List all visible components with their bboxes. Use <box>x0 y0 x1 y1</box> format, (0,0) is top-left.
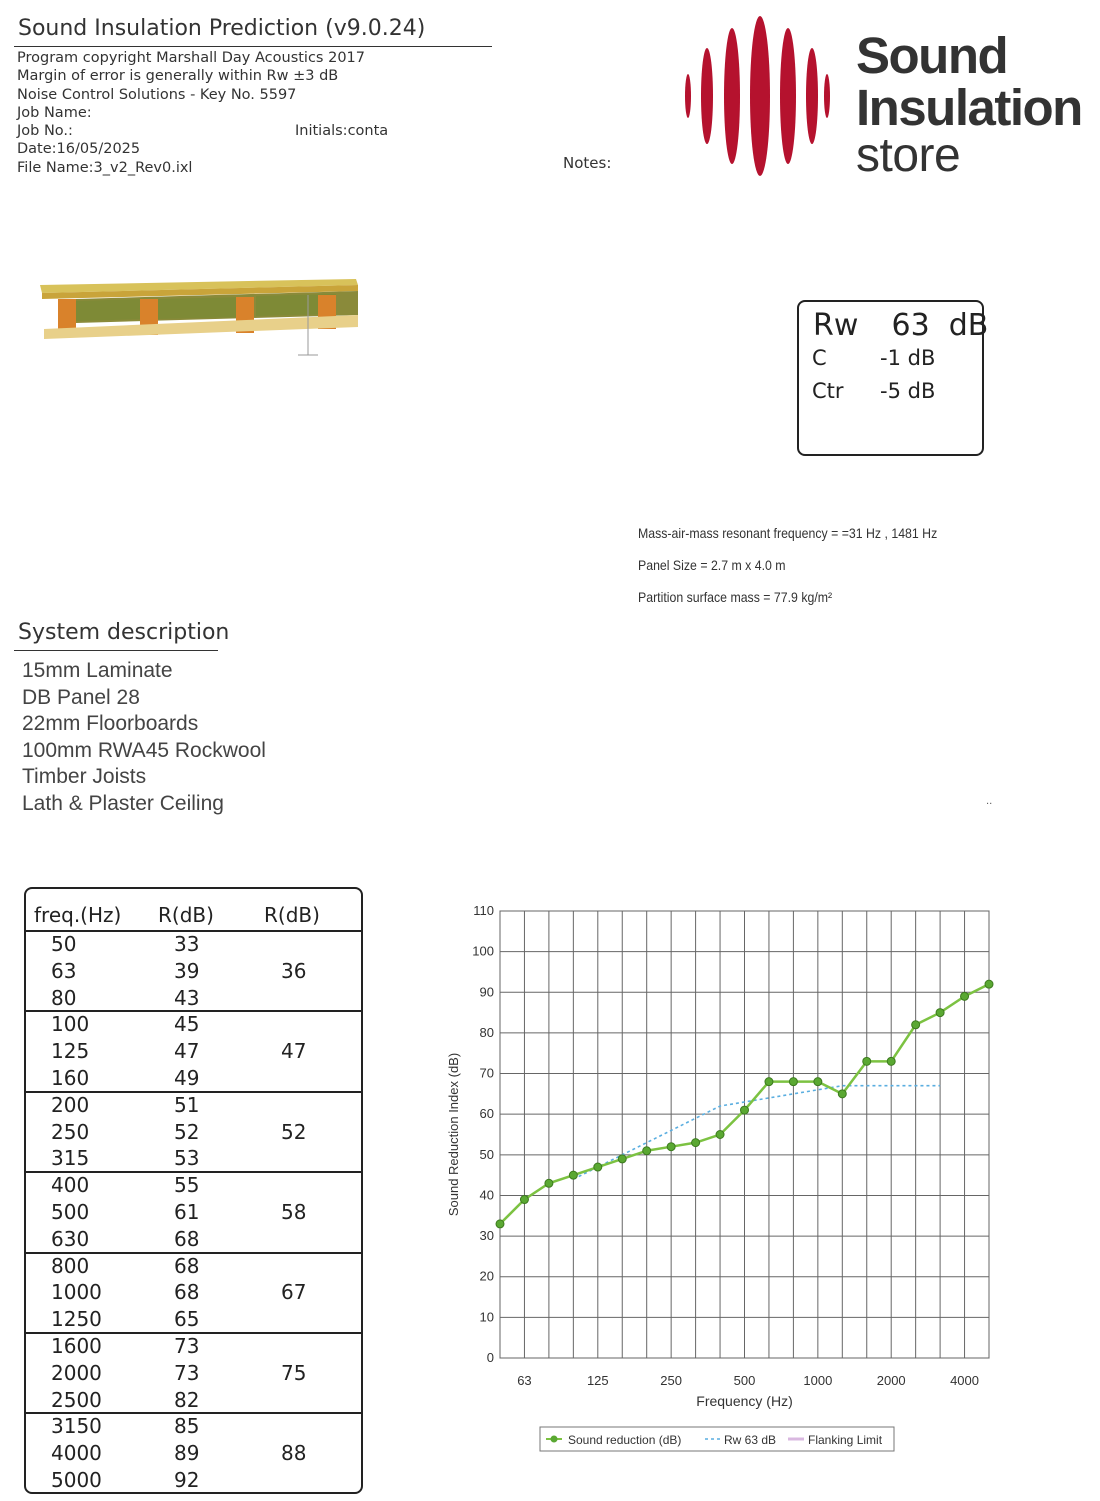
freq-cell: 50 <box>51 932 77 956</box>
ctr-rating <box>812 379 935 403</box>
sound-reduction-point <box>618 1155 626 1163</box>
layer-item: DB Panel 28 <box>22 685 140 709</box>
r-third-octave-cell: 85 <box>174 1414 200 1439</box>
rw-rating <box>813 308 988 343</box>
sound-reduction-point <box>912 1021 920 1029</box>
y-tick-label: 80 <box>479 1024 494 1040</box>
c-rating <box>812 346 935 370</box>
r-third-octave-cell: 55 <box>174 1173 200 1198</box>
surface-mass-line: Partition surface mass = 77.9 kg/m² <box>638 589 833 605</box>
ctr-value: -5 dB <box>880 379 936 403</box>
job-name-line: Job Name: <box>17 104 92 121</box>
system-description-title: System description <box>18 620 230 645</box>
sound-reduction-point <box>789 1078 797 1086</box>
y-tick-label: 90 <box>479 984 494 1000</box>
brand-line-1: Sound <box>856 27 1008 84</box>
freq-cell: 5000 <box>51 1468 102 1492</box>
y-tick-label: 0 <box>486 1350 494 1365</box>
sound-reduction-point <box>692 1139 700 1147</box>
freq-cell: 1250 <box>51 1307 102 1332</box>
layer-item: 22mm Floorboards <box>22 712 199 735</box>
initials-field: Initials:conta <box>295 123 389 139</box>
system-title-underline <box>14 650 218 651</box>
x-tick-label: 1000 <box>803 1373 833 1388</box>
x-axis-label: Frequency (Hz) <box>696 1393 793 1409</box>
date-line: Date:16/05/2025 <box>17 141 141 158</box>
sound-reduction-point <box>545 1179 553 1187</box>
r-third-octave-cell: 43 <box>174 985 200 1010</box>
sound-reduction-point <box>887 1057 895 1065</box>
rw-value: 63 dB <box>891 308 989 343</box>
y-tick-label: 50 <box>479 1146 494 1162</box>
sound-reduction-point <box>985 980 993 988</box>
sound-reduction-point <box>520 1196 528 1204</box>
sound-reduction-point <box>716 1131 724 1139</box>
y-tick-label: 40 <box>479 1187 494 1203</box>
y-axis-label: Sound Reduction Index (dB) <box>446 1052 461 1217</box>
r-third-octave-cell: 51 <box>174 1092 200 1117</box>
r-octave-cell: 47 <box>281 1039 307 1064</box>
header-r-octave: R(dB) <box>264 903 320 927</box>
r-third-octave-cell: 53 <box>174 1146 200 1171</box>
resonant-frequency-line: Mass-air-mass resonant frequency = =31 Hz , 1481 Hz <box>638 525 938 541</box>
layer-item: 100mm RWA45 Rockwool <box>22 738 266 762</box>
sound-reduction-chart <box>440 895 1000 1465</box>
licensee-line: Noise Control Solutions - Key No. 5597 <box>17 86 297 103</box>
freq-cell: 2500 <box>51 1387 102 1412</box>
legend-marker-sound-reduction <box>551 1436 558 1443</box>
c-label: C <box>812 346 827 370</box>
title-underline <box>14 46 492 47</box>
r-third-octave-cell: 82 <box>174 1387 200 1412</box>
r-third-octave-cell: 52 <box>174 1119 200 1144</box>
sound-reduction-point <box>863 1057 871 1065</box>
r-octave-cell: 67 <box>281 1280 307 1305</box>
rating-box <box>797 300 989 456</box>
trailing-dots: .. <box>986 796 993 807</box>
legend-label: Flanking Limit <box>808 1433 883 1447</box>
sound-reduction-point <box>961 992 969 1000</box>
freq-cell: 400 <box>51 1173 90 1198</box>
job-no-line: Job No.: <box>17 123 73 140</box>
freq-cell: 800 <box>51 1253 90 1278</box>
r-octave-cell: 75 <box>281 1360 307 1385</box>
file-name-line: File Name:3_v2_Rev0.ixl <box>17 159 193 176</box>
freq-cell: 630 <box>51 1226 90 1251</box>
panel-size-line: Panel Size = 2.7 m x 4.0 m <box>638 557 786 573</box>
freq-cell: 1000 <box>51 1280 102 1305</box>
r-octave-cell: 88 <box>281 1441 307 1466</box>
r-third-octave-cell: 47 <box>174 1039 200 1064</box>
y-tick-label: 20 <box>479 1268 494 1284</box>
layer-item: Timber Joists <box>22 765 147 788</box>
sound-wave-logo-icon <box>680 14 830 178</box>
legend-label: Rw 63 dB <box>724 1433 777 1447</box>
freq-cell: 125 <box>51 1039 90 1064</box>
freq-cell: 100 <box>51 1012 90 1037</box>
freq-cell: 63 <box>51 958 77 983</box>
header-freq: freq.(Hz) <box>34 903 122 927</box>
sound-reduction-point <box>496 1220 504 1228</box>
layer-item: 15mm Laminate <box>22 659 173 682</box>
ctr-label: Ctr <box>812 379 844 403</box>
r-third-octave-cell: 61 <box>174 1200 200 1224</box>
notes-label: Notes: <box>563 154 612 172</box>
r-third-octave-cell: 33 <box>174 932 200 956</box>
layer-item: Lath & Plaster Ceiling <box>22 791 224 815</box>
r-octave-cell: 36 <box>281 958 307 983</box>
y-tick-label: 10 <box>479 1309 494 1325</box>
system-layers-list <box>22 658 266 817</box>
brand-line-2: Insulation <box>856 79 1082 136</box>
y-tick-label: 70 <box>479 1065 494 1081</box>
r-third-octave-cell: 68 <box>174 1226 200 1251</box>
sound-reduction-point <box>936 1009 944 1017</box>
r-third-octave-cell: 68 <box>174 1253 200 1278</box>
r-octave-cell: 52 <box>281 1119 307 1144</box>
report-meta <box>17 49 365 177</box>
brand-line-3: store <box>856 129 961 182</box>
sound-reduction-point <box>765 1078 773 1086</box>
y-tick-label: 100 <box>472 943 494 959</box>
y-tick-label: 60 <box>479 1106 494 1122</box>
brand-wordmark <box>856 27 1082 182</box>
x-tick-label: 63 <box>517 1373 532 1388</box>
sound-reduction-point <box>667 1143 675 1151</box>
freq-cell: 2000 <box>51 1360 102 1385</box>
freq-cell: 250 <box>51 1119 90 1144</box>
r-third-octave-cell: 39 <box>174 958 200 983</box>
header-r-third-octave: R(dB) <box>158 903 214 927</box>
freq-cell: 160 <box>51 1066 90 1090</box>
r-octave-cell: 58 <box>281 1200 307 1224</box>
r-third-octave-cell: 89 <box>174 1441 200 1466</box>
x-tick-label: 2000 <box>876 1373 906 1388</box>
x-tick-label: 250 <box>660 1373 683 1388</box>
report-title: Sound Insulation Prediction (v9.0.24) <box>18 16 426 41</box>
c-value: -1 dB <box>880 346 936 370</box>
freq-cell: 3150 <box>51 1414 102 1439</box>
r-third-octave-cell: 65 <box>174 1307 200 1332</box>
legend-label: Sound reduction (dB) <box>568 1433 682 1447</box>
r-third-octave-cell: 68 <box>174 1280 200 1305</box>
sound-reduction-point <box>569 1171 577 1179</box>
copyright-line: Program copyright Marshall Day Acoustics 2017 <box>17 50 365 66</box>
margin-of-error-line: Margin of error is generally within Rw ±3 dB <box>17 68 339 85</box>
sound-reduction-point <box>741 1106 749 1114</box>
r-third-octave-cell: 73 <box>174 1334 200 1358</box>
x-tick-label: 4000 <box>950 1373 980 1388</box>
rw-label: Rw <box>813 308 859 343</box>
freq-cell: 315 <box>51 1146 90 1171</box>
freq-cell: 1600 <box>51 1334 102 1358</box>
sound-reduction-point <box>643 1147 651 1155</box>
x-tick-label: 125 <box>586 1373 609 1388</box>
y-tick-label: 110 <box>473 903 494 918</box>
freq-cell: 200 <box>51 1092 90 1117</box>
freq-cell: 4000 <box>51 1441 102 1466</box>
floor-construction-illustration <box>36 275 366 365</box>
r-third-octave-cell: 49 <box>174 1066 200 1090</box>
x-tick-label: 500 <box>733 1373 756 1388</box>
sound-reduction-point <box>838 1090 846 1098</box>
sound-reduction-point <box>814 1078 822 1086</box>
sound-reduction-point <box>594 1163 602 1171</box>
frequency-table <box>24 887 363 1494</box>
r-third-octave-cell: 73 <box>174 1360 200 1385</box>
freq-cell: 500 <box>51 1200 90 1224</box>
r-third-octave-cell: 92 <box>174 1468 200 1492</box>
freq-cell: 80 <box>51 985 77 1010</box>
y-tick-label: 30 <box>479 1228 494 1244</box>
r-third-octave-cell: 45 <box>174 1012 200 1037</box>
